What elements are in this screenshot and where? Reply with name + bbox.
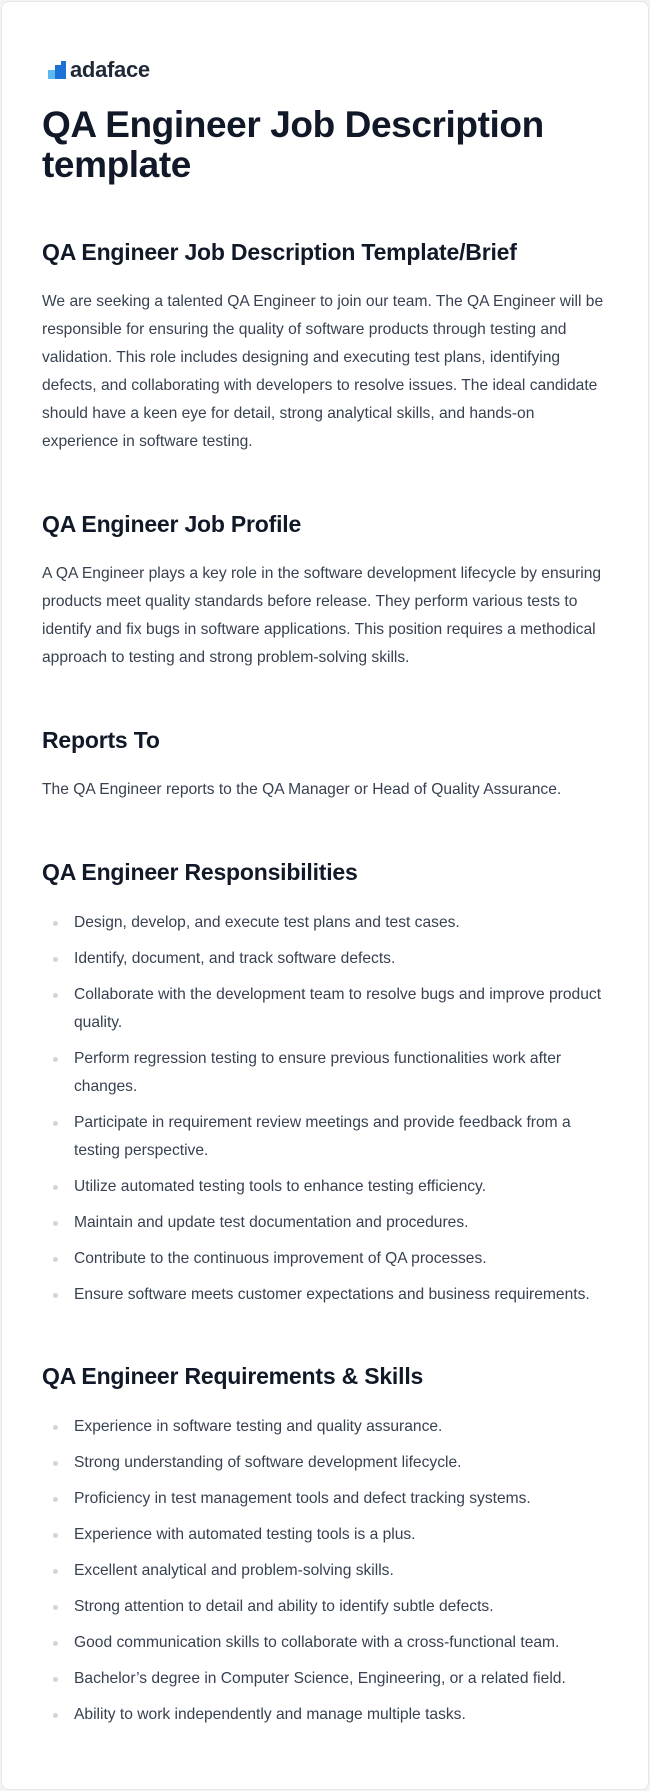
list-item: Proficiency in test management tools and defect tracking systems. xyxy=(42,1485,612,1513)
section-profile xyxy=(42,510,612,672)
section-heading-profile: QA Engineer Job Profile xyxy=(42,511,302,537)
list-item: Design, develop, and execute test plans and test cases. xyxy=(42,909,612,937)
list-item: Excellent analytical and problem-solving skills. xyxy=(42,1557,612,1585)
section-heading-requirements: QA Engineer Requirements & Skills xyxy=(42,1363,424,1389)
list-item: Bachelor’s degree in Computer Science, Engineering, or a related field. xyxy=(42,1665,612,1693)
section-heading-responsibilities: QA Engineer Responsibilities xyxy=(42,859,358,885)
list-item: Participate in requirement review meetings and provide feedback from a testing perspective. xyxy=(42,1109,612,1165)
section-requirements xyxy=(42,1362,612,1737)
adaface-logo[interactable] xyxy=(48,57,150,83)
section-brief xyxy=(42,238,612,456)
adaface-logo-text: adaface xyxy=(70,57,150,82)
section-heading-reports-to: Reports To xyxy=(42,727,160,753)
responsibilities-list xyxy=(42,909,612,1309)
list-item: Perform regression testing to ensure previous functionalities work after changes. xyxy=(42,1045,612,1101)
list-item: Maintain and update test documentation and procedures. xyxy=(42,1209,612,1237)
page-title: QA Engineer Job Description template xyxy=(42,104,544,185)
requirements-list xyxy=(42,1413,612,1729)
list-item: Ensure software meets customer expectations and business requirements. xyxy=(42,1281,612,1309)
list-item: Experience in software testing and quality assurance. xyxy=(42,1413,612,1441)
adaface-logo-icon xyxy=(48,61,66,79)
list-item: Strong understanding of software development lifecycle. xyxy=(42,1449,612,1477)
profile-text: A QA Engineer plays a key role in the software development lifecycle by ensuring products meet quality standards before release. They perform various tests to identify and fix bugs in software applications. This position requires a methodical approach to testing and strong problem-solving skills. xyxy=(42,565,602,666)
section-heading-brief: QA Engineer Job Description Template/Brief xyxy=(42,239,517,265)
list-item: Identify, document, and track software defects. xyxy=(42,945,612,973)
list-item: Experience with automated testing tools is a plus. xyxy=(42,1521,612,1549)
list-item: Ability to work independently and manage multiple tasks. xyxy=(42,1701,612,1729)
brief-text: We are seeking a talented QA Engineer to join our team. The QA Engineer will be responsible for ensuring the quality of software products through testing and validation. This role includes designing and executing test plans, identifying defects, and collaborating with developers to resolve issues. The ideal candidate should have a keen eye for detail, strong analytical skills, and hands-on experience in software testing. xyxy=(42,293,604,450)
list-item: Good communication skills to collaborate with a cross-functional team. xyxy=(42,1629,612,1657)
job-description-card xyxy=(1,1,649,1790)
section-responsibilities xyxy=(42,858,612,1317)
list-item: Contribute to the continuous improvement of QA processes. xyxy=(42,1245,612,1273)
reports-to-text: The QA Engineer reports to the QA Manager or Head of Quality Assurance. xyxy=(42,781,562,798)
list-item: Strong attention to detail and ability to identify subtle defects. xyxy=(42,1593,612,1621)
list-item: Collaborate with the development team to resolve bugs and improve product quality. xyxy=(42,981,612,1037)
list-item: Utilize automated testing tools to enhance testing efficiency. xyxy=(42,1173,612,1201)
section-reports-to xyxy=(42,726,612,804)
